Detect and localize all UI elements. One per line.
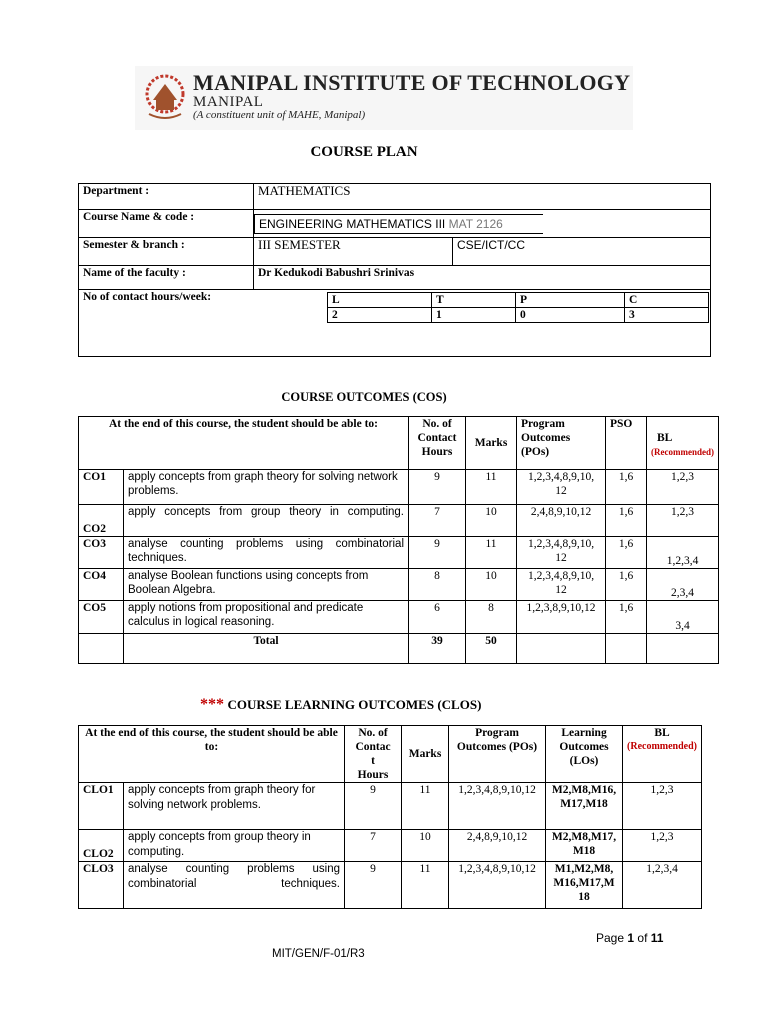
clo-marks: 11 bbox=[402, 783, 449, 830]
table-row bbox=[79, 862, 702, 909]
cos-header-bl-note: (Recommended) bbox=[651, 447, 714, 457]
clo-marks: 10 bbox=[402, 830, 449, 862]
clos-title-line bbox=[200, 696, 481, 714]
co-marks: 10 bbox=[466, 505, 517, 537]
co-hours: 8 bbox=[409, 569, 466, 601]
hours-value-p: 0 bbox=[516, 308, 625, 323]
co-bl: 1,2,3 bbox=[647, 505, 719, 537]
clo-id: CLO3 bbox=[79, 862, 124, 909]
co-marks: 10 bbox=[466, 569, 517, 601]
course-info-table bbox=[78, 183, 711, 357]
page-current: 1 bbox=[627, 931, 635, 945]
cos-header-contact: No. of Contact Hours bbox=[409, 417, 466, 470]
co-text: apply concepts from group theory in computing. bbox=[124, 505, 409, 537]
co-pso: 1,6 bbox=[606, 505, 647, 537]
cos-header-pos: Program Outcomes (POs) bbox=[517, 417, 606, 470]
course-learning-outcomes-table bbox=[78, 725, 702, 909]
clo-id: CLO1 bbox=[79, 783, 124, 830]
clos-contact-l4: Hours bbox=[357, 769, 389, 781]
department-value: MATHEMATICS bbox=[254, 184, 711, 210]
hours-value-l: 2 bbox=[328, 308, 432, 323]
page-of: of bbox=[637, 931, 648, 945]
clos-contact-l2: Contac bbox=[355, 741, 391, 753]
co-text: apply concepts from graph theory for solving network problems. bbox=[124, 470, 409, 505]
page-title: COURSE PLAN bbox=[310, 144, 418, 160]
clos-stars: *** bbox=[200, 696, 224, 713]
clo-bl: 1,2,3 bbox=[623, 783, 702, 830]
hours-value-t: 1 bbox=[432, 308, 516, 323]
total-pos-empty bbox=[517, 634, 606, 664]
table-row bbox=[79, 830, 702, 862]
institute-emblem-icon bbox=[143, 70, 187, 122]
co-id: CO1 bbox=[79, 470, 124, 505]
clos-title: COURSE LEARNING OUTCOMES (CLOS) bbox=[227, 697, 482, 712]
hours-header-t: T bbox=[432, 293, 516, 308]
course-label: Course Name & code : bbox=[79, 210, 254, 238]
institute-subtitle: (A constituent unit of MAHE, Manipal) bbox=[193, 109, 366, 121]
clo-marks: 11 bbox=[402, 862, 449, 909]
course-value bbox=[254, 210, 711, 238]
course-outcomes-table bbox=[78, 416, 719, 664]
table-row bbox=[79, 601, 719, 634]
hours-header-c: C bbox=[625, 293, 709, 308]
table-row bbox=[79, 783, 702, 830]
institute-name: MANIPAL INSTITUTE OF TECHNOLOGY bbox=[193, 70, 631, 95]
co-marks: 11 bbox=[466, 537, 517, 569]
total-bl-empty bbox=[647, 634, 719, 664]
clos-header-bl-note: (Recommended) bbox=[627, 741, 697, 752]
clos-header-marks: Marks bbox=[402, 726, 449, 783]
clo-hours: 7 bbox=[345, 830, 402, 862]
clo-los: M2,M8,M17, M18 bbox=[546, 830, 623, 862]
branch-value: CSE/ICT/CC bbox=[453, 238, 711, 266]
clo-text: apply concepts from group theory in computing. bbox=[124, 830, 345, 862]
co-pos: 1,2,3,4,8,9,10, 12 bbox=[517, 569, 606, 601]
cos-header-pso: PSO bbox=[606, 417, 647, 470]
total-spacer bbox=[79, 634, 124, 664]
clos-header-statement: At the end of this course, the student should be able to: bbox=[79, 726, 345, 783]
hours-header-p: P bbox=[516, 293, 625, 308]
clos-contact-l3: t bbox=[371, 755, 375, 767]
faculty-value: Dr Kedukodi Babushri Srinivas bbox=[254, 266, 711, 290]
clos-header-pos: Program Outcomes (POs) bbox=[449, 726, 546, 783]
course-name: ENGINEERING MATHEMATICS III bbox=[259, 217, 446, 231]
cos-header-bl-text: BL bbox=[657, 432, 673, 444]
faculty-label: Name of the faculty : bbox=[79, 266, 254, 290]
co-bl: 2,3,4 bbox=[647, 569, 719, 601]
co-pos: 2,4,8,9,10,12 bbox=[517, 505, 606, 537]
contact-hours-table bbox=[327, 292, 709, 323]
cos-header-statement: At the end of this course, the student should be able to: bbox=[79, 417, 409, 470]
co-id: CO2 bbox=[79, 505, 124, 537]
co-text: analyse counting problems using combinatorial techniques. bbox=[124, 537, 409, 569]
clos-header-bl bbox=[623, 726, 702, 783]
clo-text: analyse counting problems using combinatorial techniques. bbox=[124, 862, 345, 909]
page-prefix: Page bbox=[596, 931, 625, 945]
co-pso: 1,6 bbox=[606, 537, 647, 569]
clo-id: CLO2 bbox=[79, 830, 124, 862]
clos-header-bl-text: BL bbox=[654, 727, 670, 739]
clos-header-contact bbox=[345, 726, 402, 783]
semester-value: III SEMESTER bbox=[254, 238, 453, 266]
clo-los: M1,M2,M8, M16,M17,M 18 bbox=[546, 862, 623, 909]
co-bl: 3,4 bbox=[647, 601, 719, 634]
clo-hours: 9 bbox=[345, 862, 402, 909]
course-code: MAT 2126 bbox=[448, 217, 503, 231]
co-pos: 1,2,3,4,8,9,10, 12 bbox=[517, 470, 606, 505]
page-number bbox=[596, 931, 663, 945]
institute-location: MANIPAL bbox=[193, 94, 264, 110]
clos-header-los: Learning Outcomes (LOs) bbox=[546, 726, 623, 783]
clo-pos: 1,2,3,4,8,9,10,12 bbox=[449, 783, 546, 830]
page-total: 11 bbox=[650, 931, 664, 945]
total-hours: 39 bbox=[409, 634, 466, 664]
co-hours: 9 bbox=[409, 470, 466, 505]
total-row bbox=[79, 634, 719, 664]
co-text: apply notions from propositional and predicate calculus in logical reasoning. bbox=[124, 601, 409, 634]
clo-los: M2,M8,M16, M17,M18 bbox=[546, 783, 623, 830]
cos-header-bl bbox=[647, 417, 719, 470]
hours-value-c: 3 bbox=[625, 308, 709, 323]
department-label: Department : bbox=[79, 184, 254, 210]
co-id: CO4 bbox=[79, 569, 124, 601]
co-marks: 8 bbox=[466, 601, 517, 634]
cos-header-marks: Marks bbox=[466, 417, 517, 470]
clo-hours: 9 bbox=[345, 783, 402, 830]
table-row bbox=[79, 505, 719, 537]
hours-header-l: L bbox=[328, 293, 432, 308]
table-row bbox=[79, 569, 719, 601]
co-id: CO5 bbox=[79, 601, 124, 634]
clo-pos: 1,2,3,4,8,9,10,12 bbox=[449, 862, 546, 909]
co-pso: 1,6 bbox=[606, 601, 647, 634]
table-row bbox=[79, 537, 719, 569]
total-pso-empty bbox=[606, 634, 647, 664]
co-marks: 11 bbox=[466, 470, 517, 505]
co-pso: 1,6 bbox=[606, 569, 647, 601]
table-row bbox=[79, 470, 719, 505]
clo-bl: 1,2,3 bbox=[623, 830, 702, 862]
total-label: Total bbox=[124, 634, 409, 664]
clo-text: apply concepts from graph theory for solving network problems. bbox=[124, 783, 345, 830]
contact-hours-label: No of contact hours/week: bbox=[83, 291, 212, 303]
clo-bl: 1,2,3,4 bbox=[623, 862, 702, 909]
co-pos: 1,2,3,4,8,9,10, 12 bbox=[517, 537, 606, 569]
semester-label: Semester & branch : bbox=[79, 238, 254, 266]
clos-contact-l1: No. of bbox=[358, 727, 388, 739]
document-code: MIT/GEN/F-01/R3 bbox=[272, 948, 365, 960]
co-bl: 1,2,3 bbox=[647, 470, 719, 505]
co-hours: 7 bbox=[409, 505, 466, 537]
co-hours: 9 bbox=[409, 537, 466, 569]
co-pos: 1,2,3,8,9,10,12 bbox=[517, 601, 606, 634]
co-pso: 1,6 bbox=[606, 470, 647, 505]
co-hours: 6 bbox=[409, 601, 466, 634]
total-marks: 50 bbox=[466, 634, 517, 664]
co-id: CO3 bbox=[79, 537, 124, 569]
co-bl: 1,2,3,4 bbox=[647, 537, 719, 569]
cos-title: COURSE OUTCOMES (COS) bbox=[281, 390, 447, 404]
co-text: analyse Boolean functions using concepts from Boolean Algebra. bbox=[124, 569, 409, 601]
clo-pos: 2,4,8,9,10,12 bbox=[449, 830, 546, 862]
